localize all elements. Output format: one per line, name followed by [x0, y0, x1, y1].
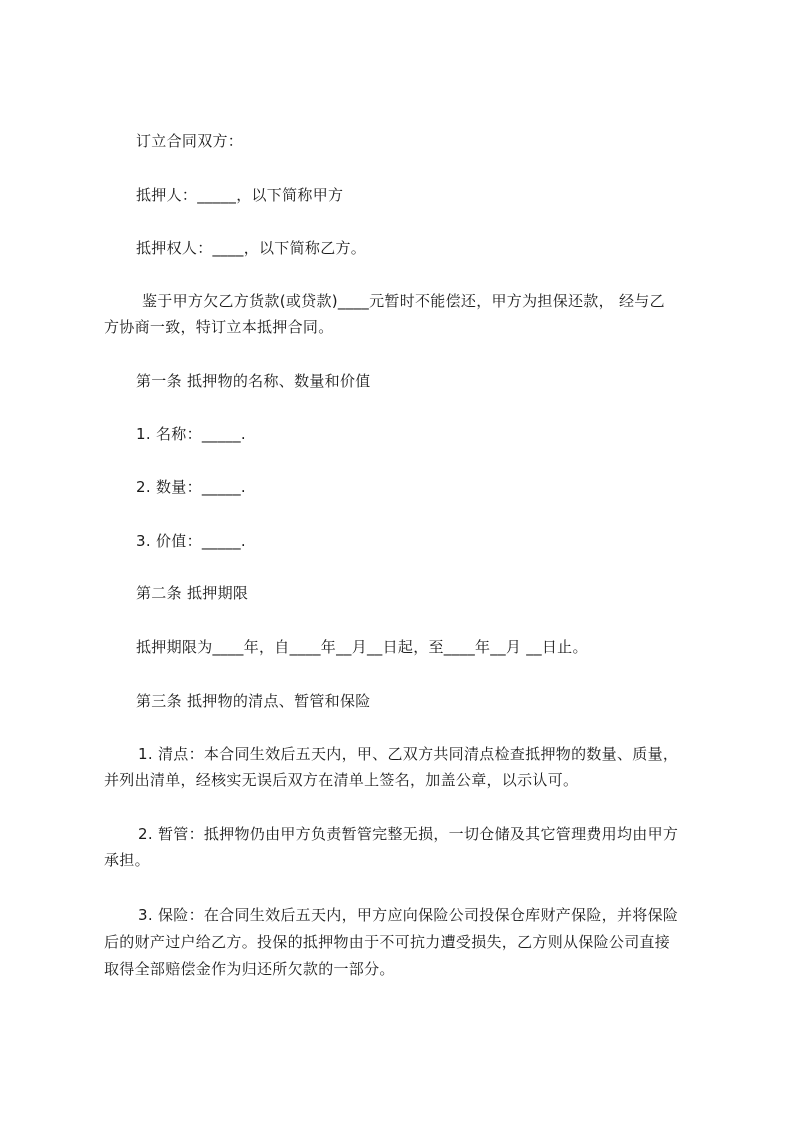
article3-item1-line-2: 并列出清单，经核实无误后双方在清单上签名，加盖公章，以示认可。 — [104, 771, 579, 789]
article1-item-value: 3. 价值：_____. — [136, 532, 246, 550]
mortgagor-line: 抵押人：_____，以下简称甲方 — [136, 186, 344, 204]
article2-heading: 第二条 抵押期限 — [136, 584, 249, 602]
parties-heading: 订立合同双方： — [136, 132, 244, 150]
preamble-line-1: 鉴于甲方欠乙方货款(或贷款)____元暂时不能偿还，甲方为担保还款， 经与乙 — [142, 292, 665, 310]
article1-item-quantity: 2. 数量：_____. — [136, 478, 246, 496]
article1-item-name: 1. 名称：_____. — [136, 425, 246, 443]
article3-item3-line-3: 取得全部赔偿金作为归还所欠款的一部分。 — [104, 960, 395, 978]
article3-item3-line-1: 3. 保险：在合同生效后五天内，甲方应向保险公司投保仓库财产保险，并将保险 — [138, 906, 679, 924]
article3-heading: 第三条 抵押物的清点、暂管和保险 — [136, 692, 371, 710]
mortgagee-line: 抵押权人：____，以下简称乙方。 — [136, 239, 367, 257]
article1-heading: 第一条 抵押物的名称、数量和价值 — [136, 372, 371, 390]
article3-item2-line-1: 2. 暂管：抵押物仍由甲方负责暂管完整无损，一切仓储及其它管理费用均由甲方 — [138, 825, 679, 843]
article3-item2-line-2: 承担。 — [104, 851, 150, 869]
article3-item1-line-1: 1. 清点：本合同生效后五天内，甲、乙双方共同清点检查抵押物的数量、质量， — [138, 745, 679, 763]
preamble-line-2: 方协商一致，特订立本抵押合同。 — [104, 318, 334, 336]
article3-item3-line-2: 后的财产过户给乙方。投保的抵押物由于不可抗力遭受损失，乙方则从保险公司直接 — [104, 933, 671, 951]
article2-text: 抵押期限为____年，自____年__月__日起，至____年__月 __日止。 — [136, 638, 588, 656]
